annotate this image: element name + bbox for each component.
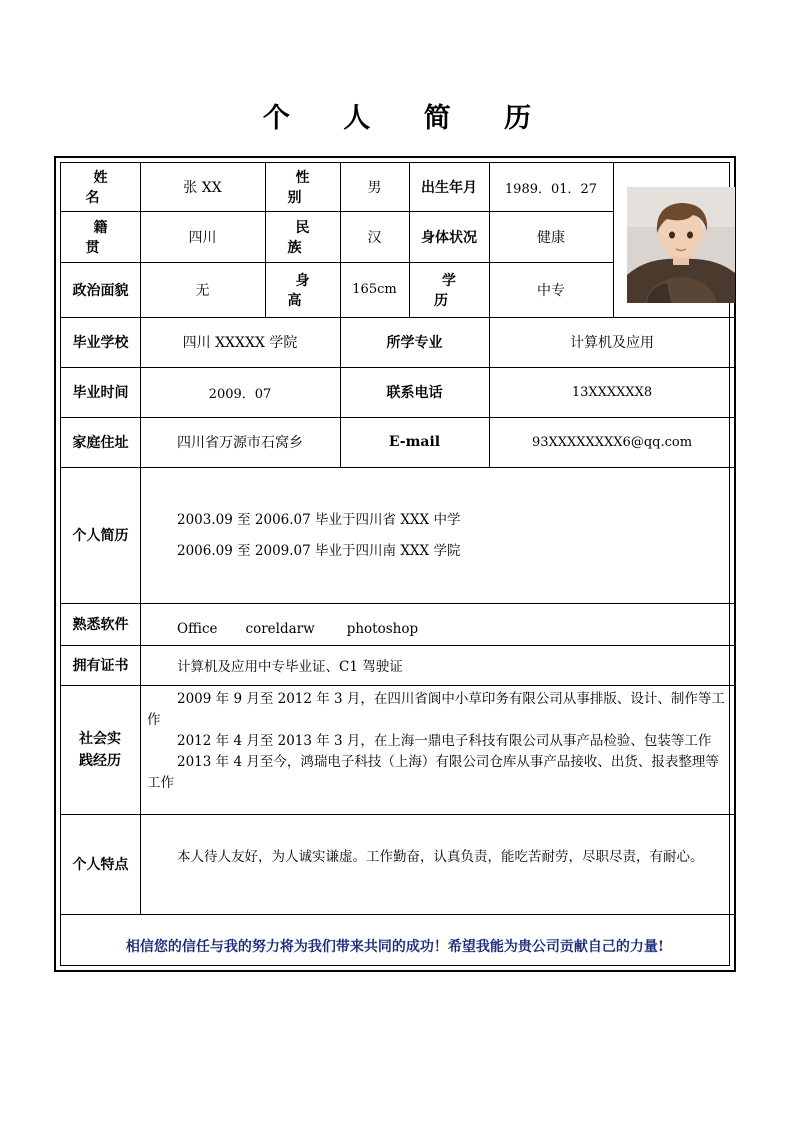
profile-photo	[627, 187, 735, 303]
resume-table-frame	[54, 156, 736, 972]
name-value: 张 XX	[183, 180, 222, 196]
ethnic-label: 民 族	[287, 219, 326, 256]
certificates-value: 计算机及应用中专毕业证、C1 驾驶证	[177, 659, 403, 675]
major-label: 所学专业	[386, 335, 443, 351]
email-value: 93XXXXXXXX6@qq.com	[531, 434, 693, 450]
email-label: E-mail	[388, 434, 441, 450]
resume-line: 2003.09 至 2006.07 毕业于四川省 XXX 中学	[177, 512, 461, 528]
practice-line: 2013 年 4 月至今，鸿瑞电子科技（上海）有限公司仓库从事产品接收、出货、报表整理等工作	[147, 754, 719, 791]
traits-label: 个人特点	[72, 857, 129, 873]
ethnic-value: 汉	[367, 229, 382, 246]
origin-label: 籍 贯	[85, 219, 124, 256]
phone-label: 联系电话	[386, 385, 443, 401]
software-label: 熟悉软件	[72, 617, 129, 633]
health-value: 健康	[537, 229, 565, 246]
school-label: 毕业学校	[72, 335, 129, 351]
health-label: 身体状况	[421, 229, 477, 246]
closing-statement: 相信您的信任与我的努力将为我们带来共同的成功！希望我能为贵公司贡献自己的力量!	[125, 939, 665, 955]
traits-value: 本人待人友好，为人诚实谦虚。工作勤奋，认真负责，能吃苦耐劳，尽职尽责，有耐心。	[177, 849, 704, 865]
school-value: 四川 XXXXX 学院	[182, 335, 298, 351]
software-list	[177, 619, 717, 640]
software-item: photoshop	[346, 621, 419, 637]
gender-label: 性 别	[287, 170, 326, 206]
software-item: coreldarw	[245, 621, 315, 637]
address-label: 家庭住址	[72, 435, 129, 451]
graduation-label: 毕业时间	[72, 385, 129, 401]
certificates-label: 拥有证书	[72, 658, 129, 674]
graduation-value: 2009．07	[208, 386, 272, 402]
practice-content	[147, 689, 725, 794]
resume-label: 个人简历	[72, 528, 129, 544]
phone-value: 13XXXXXX8	[571, 384, 653, 400]
practice-label: 社会实践经历	[79, 730, 121, 769]
birth-value: 1989．01．27	[504, 181, 598, 197]
name-label: 姓 名	[85, 170, 124, 206]
education-label: 学 历	[434, 272, 472, 309]
education-value: 中专	[537, 282, 565, 299]
major-value: 计算机及应用	[570, 335, 654, 351]
resume-line: 2006.09 至 2009.07 毕业于四川南 XXX 学院	[177, 543, 461, 559]
origin-value: 四川	[188, 229, 217, 246]
birth-label: 出生年月	[421, 180, 477, 196]
height-value: 165cm	[352, 282, 397, 297]
practice-line: 2012 年 4 月至 2013 年 3 月，在上海一鼎电子科技有限公司从事产品检验、包装等工作	[177, 733, 712, 749]
page-title: 个 人 简 历	[262, 103, 554, 134]
gender-value: 男	[367, 180, 382, 196]
resume-content	[177, 505, 717, 567]
political-value: 无	[195, 282, 210, 299]
political-label: 政治面貌	[72, 282, 129, 299]
address-value: 四川省万源市石窝乡	[177, 435, 303, 451]
height-label: 身 高	[287, 272, 326, 309]
software-item: Office	[177, 621, 218, 637]
resume-table	[60, 162, 730, 966]
practice-line: 2009 年 9 月至 2012 年 3 月，在四川省阆中小草印务有限公司从事排版、设计、制作等工作	[147, 691, 725, 728]
